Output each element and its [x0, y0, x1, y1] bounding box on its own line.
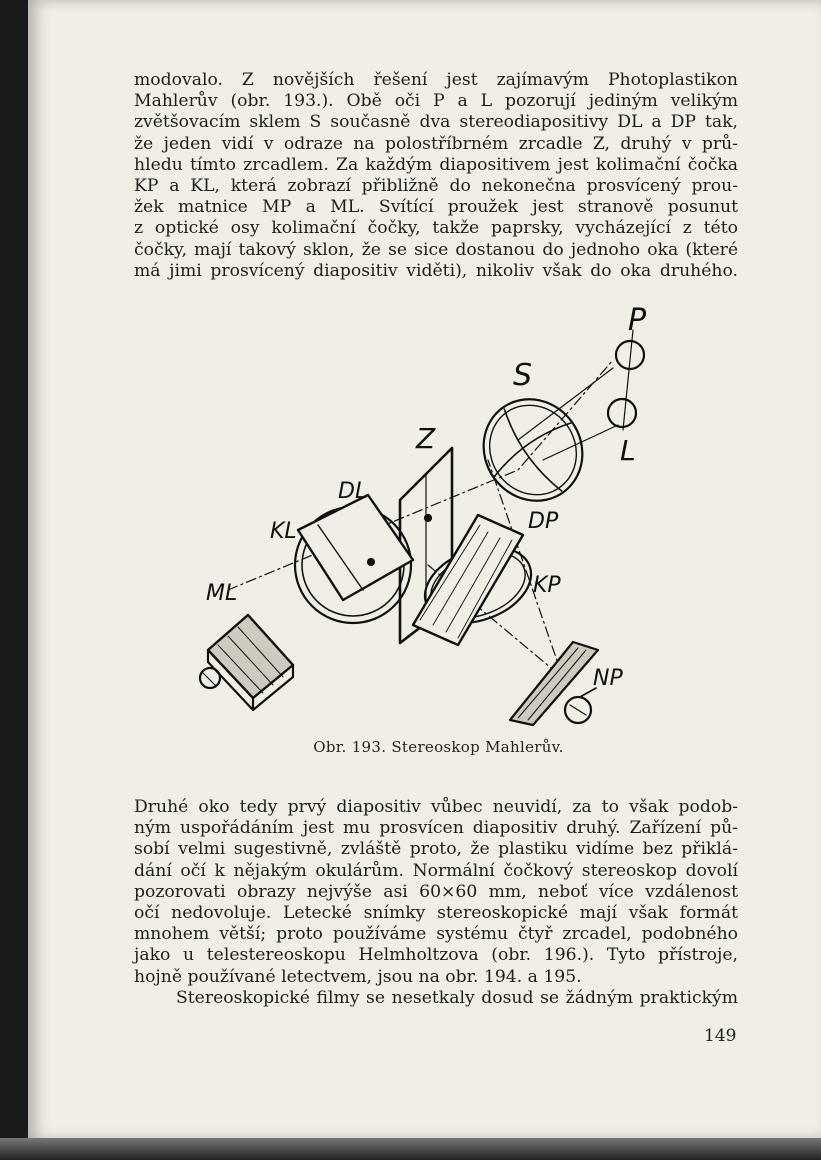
- text-line: zvětšovacím sklem S současně dva stereodiapositivy DL a DP tak,: [134, 112, 738, 133]
- ray-line: [518, 368, 613, 440]
- text-line: pozorovati obrazy nejvýše asi 60×60 mm, neboť více vzdálenost: [134, 881, 738, 902]
- text-line: KP a KL, která zobrazí přibližně do nekonečna prosvícený prou-: [134, 176, 738, 197]
- text-line: Druhé oko tedy prvý diapositiv vůbec neuvidí, za to však podob-: [134, 797, 738, 817]
- text-line: mnohem větší; proto používáme systému čtyř zrcadel, podobného: [134, 924, 738, 945]
- page-number: 149: [704, 1026, 737, 1046]
- text-line: hledu tímto zrcadlem. Za každým diapositivem jest kolimační čočka: [134, 154, 738, 175]
- label-np: NP: [593, 666, 623, 691]
- text-line: dání očí k nějakým okulárům. Normální čočkový stereoskop dovolí: [134, 860, 738, 881]
- text-line: že jeden vidí v odraze na polostříbrném zrcadle Z, druhý v prů-: [134, 133, 738, 154]
- page-bottom-edge: [0, 1138, 821, 1160]
- text-line: jako u telestereoskopu Helmholtzova (obr. 196.). Tyto přístroje,: [134, 945, 738, 966]
- text-line: čočky, mají takový sklon, že se sice dostanou do jednoho oka (které: [134, 239, 738, 260]
- text-line: z optické osy kolimační čočky, takže paprsky, vycházející z této: [134, 218, 738, 239]
- ground-glass-np: [510, 642, 598, 725]
- text-line: Stereoskopické filmy se nesetkaly dosud se žádným praktickým: [176, 987, 738, 1008]
- diapositive-dl: [298, 495, 413, 600]
- text-line: má jimi prosvícený diapositiv viděti), nikoliv však do oka druhého.: [134, 260, 738, 281]
- text-line: sobí velmi sugestivně, zvláště proto, že plastiku vidíme bez přiklá-: [134, 839, 738, 860]
- text-line: Mahlerův (obr. 193.). Obě oči P a L pozorují jediným velikým: [134, 91, 738, 112]
- figure-caption: Obr. 193. Stereoskop Mahlerův.: [313, 738, 564, 756]
- stereoscope-figure: [188, 300, 708, 730]
- label-l: L: [620, 434, 636, 467]
- text-line: očí nedovoluje. Letecké snímky stereoskopické mají však formát: [134, 903, 738, 924]
- label-kl: KL: [270, 519, 297, 544]
- paragraph-bottom: [134, 797, 738, 1009]
- text-line: ným uspořádáním jest mu prosvícen diapositiv druhý. Zařízení pů-: [134, 818, 738, 839]
- eye-l-circle: [608, 399, 636, 427]
- label-kp: KP: [533, 573, 561, 598]
- text-line: modovalo. Z novějších řešení jest zajímavým Photoplastikon: [134, 70, 738, 90]
- label-dp: DP: [528, 509, 559, 534]
- text-line: žek matnice MP a ML. Svítící proužek jest stranově posunut: [134, 197, 738, 218]
- label-ml: ML: [206, 581, 238, 606]
- label-s: S: [513, 358, 533, 393]
- book-page: [28, 0, 821, 1140]
- ground-glass-ml: [200, 615, 293, 710]
- text-line: hojně používané letectvem, jsou na obr. 194. a 195.: [134, 966, 582, 987]
- label-z: Z: [416, 422, 436, 455]
- eye-axis: [623, 330, 633, 430]
- magnifier-lens-s: [464, 380, 602, 520]
- optical-axis-left: [228, 360, 613, 590]
- paragraph-top: [134, 70, 738, 282]
- label-dl: DL: [338, 479, 368, 504]
- label-p: P: [628, 303, 647, 338]
